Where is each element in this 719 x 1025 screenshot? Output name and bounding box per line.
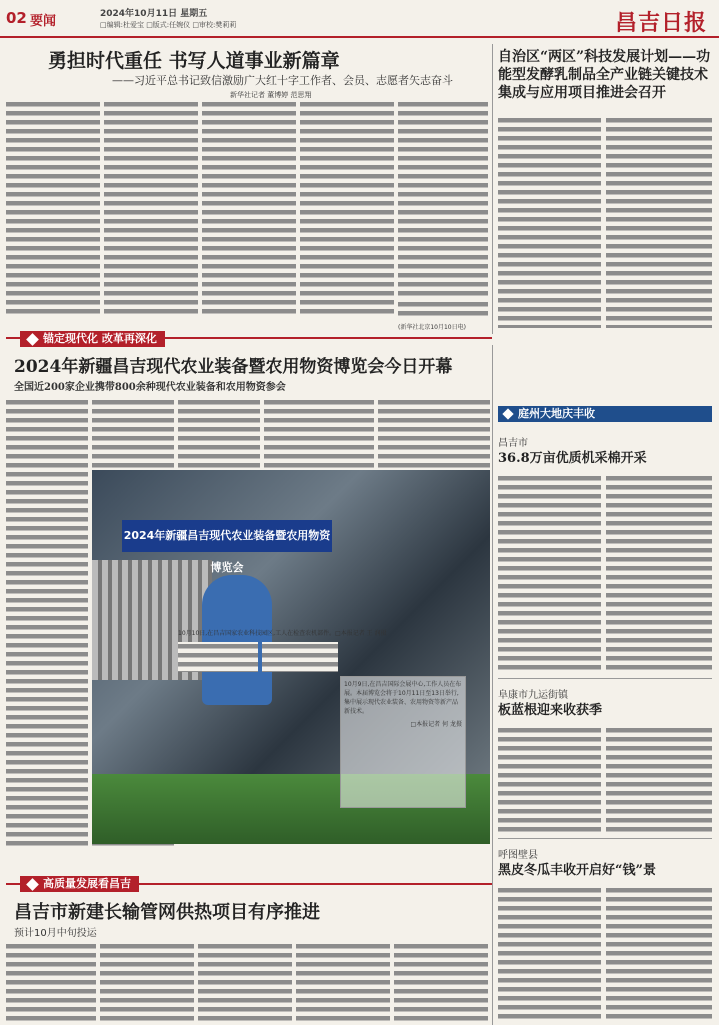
modern-body-col4 — [264, 398, 374, 468]
issue-editors: □编辑:杜爱宝 □版式:任婉仪 □审校:樊莉莉 — [100, 21, 237, 29]
masthead-logo: 昌吉日报 — [614, 10, 707, 36]
modern-body-col5 — [378, 398, 490, 468]
lead-body-col3 — [202, 100, 296, 316]
county-title-3: 黑皮冬瓜丰收开启好“钱”景 — [498, 863, 656, 878]
lead-byline: 新华社记者 董博婷 范思翔 — [230, 91, 312, 99]
lead-tail — [398, 300, 488, 320]
county-body-2a — [498, 726, 601, 834]
column-divider — [492, 44, 493, 334]
section-name: 要闻 — [30, 14, 57, 29]
box-caption-credit: □本报记者 何 龙摄 — [410, 721, 462, 728]
county-divider-2 — [498, 838, 712, 839]
diamond-icon — [502, 408, 513, 419]
photo-worker — [202, 575, 272, 705]
county-place-1: 昌吉市 — [498, 438, 528, 449]
lead-source: (新华社北京10月10日电) — [398, 324, 466, 331]
side-top-body-col1 — [498, 116, 601, 328]
issue-date: 2024年10月11日 星期五 — [100, 9, 208, 19]
county-place-3: 呼图壁县 — [498, 850, 538, 861]
issue-meta — [100, 9, 236, 31]
county-body-1a — [498, 474, 601, 674]
section-quality-label-text: 高质量发展看昌吉 — [43, 877, 131, 890]
lead-subtitle: ——习近平总书记致信激励广大红十字工作者、会员、志愿者矢志奋斗 — [112, 74, 453, 87]
lead-body-col5 — [398, 100, 488, 316]
county-body-2b — [606, 726, 712, 834]
section-county-label-text: 庭州大地庆丰收 — [518, 407, 595, 420]
diamond-icon — [26, 333, 39, 346]
county-title-2: 板蓝根迎来收获季 — [498, 703, 603, 718]
modern-title: 2024年新疆昌吉现代农业装备暨农用物资博览会今日开幕 — [14, 357, 453, 377]
county-divider-1 — [498, 678, 712, 679]
diamond-icon — [26, 878, 39, 891]
quality-body-col1 — [6, 942, 96, 1022]
modern-body-col6 — [178, 642, 258, 672]
quality-subtitle: 预计10月中旬投运 — [14, 928, 97, 939]
lead-body-col2 — [104, 100, 198, 316]
column-divider-2 — [492, 345, 493, 1025]
quality-body-col3 — [198, 942, 292, 1022]
modern-body-col1 — [6, 398, 88, 846]
quality-title: 昌吉市新建长输管网供热项目有序推进 — [14, 902, 320, 923]
section-modern-label — [20, 331, 165, 347]
quality-body-col5 — [394, 942, 488, 1022]
county-body-1b — [606, 474, 712, 674]
lead-body-col1 — [6, 100, 100, 316]
section-quality-label — [20, 876, 139, 892]
side-top-title: 自治区“两区”科技发展计划——功能型发酵乳制品全产业链关键技术集成与应用项目推进会召开 — [498, 49, 711, 101]
page-number: 02 — [6, 9, 27, 27]
photo-caption-box — [340, 676, 466, 808]
quality-body-col4 — [296, 942, 390, 1022]
photo-caption: 10月10日,在昌吉国家农业科技园区,工人在检查农机部件。□本报记者 王 润摄 — [178, 630, 387, 637]
photo-banner: 2024年新疆昌吉现代农业装备暨农用物资博览会 — [122, 520, 332, 552]
county-body-3b — [606, 886, 712, 1020]
section-county-label — [498, 406, 712, 422]
lead-body-col4 — [300, 100, 394, 316]
section-modern-label-text: 锚定现代化 改革再深化 — [43, 332, 157, 345]
modern-subtitle: 全国近200家企业携带800余种现代农业装备和农用物资参会 — [14, 382, 286, 393]
county-place-2: 阜康市九运街镇 — [498, 690, 568, 701]
quality-body-col2 — [100, 942, 194, 1022]
county-body-3a — [498, 886, 601, 1020]
county-title-1: 36.8万亩优质机采棉开采 — [498, 451, 647, 466]
box-caption-text: 10月9日,在昌吉国际会展中心,工作人员在布展。本届博览会将于10月11日至13日举行,集中展示现代农业装备、农用物资等新产品新技术。 — [344, 681, 462, 715]
side-top-body-col2 — [606, 116, 712, 328]
modern-body-col7 — [262, 642, 338, 672]
modern-body-col3 — [178, 398, 260, 468]
lead-title: 勇担时代重任 书写人道事业新篇章 — [48, 50, 340, 72]
